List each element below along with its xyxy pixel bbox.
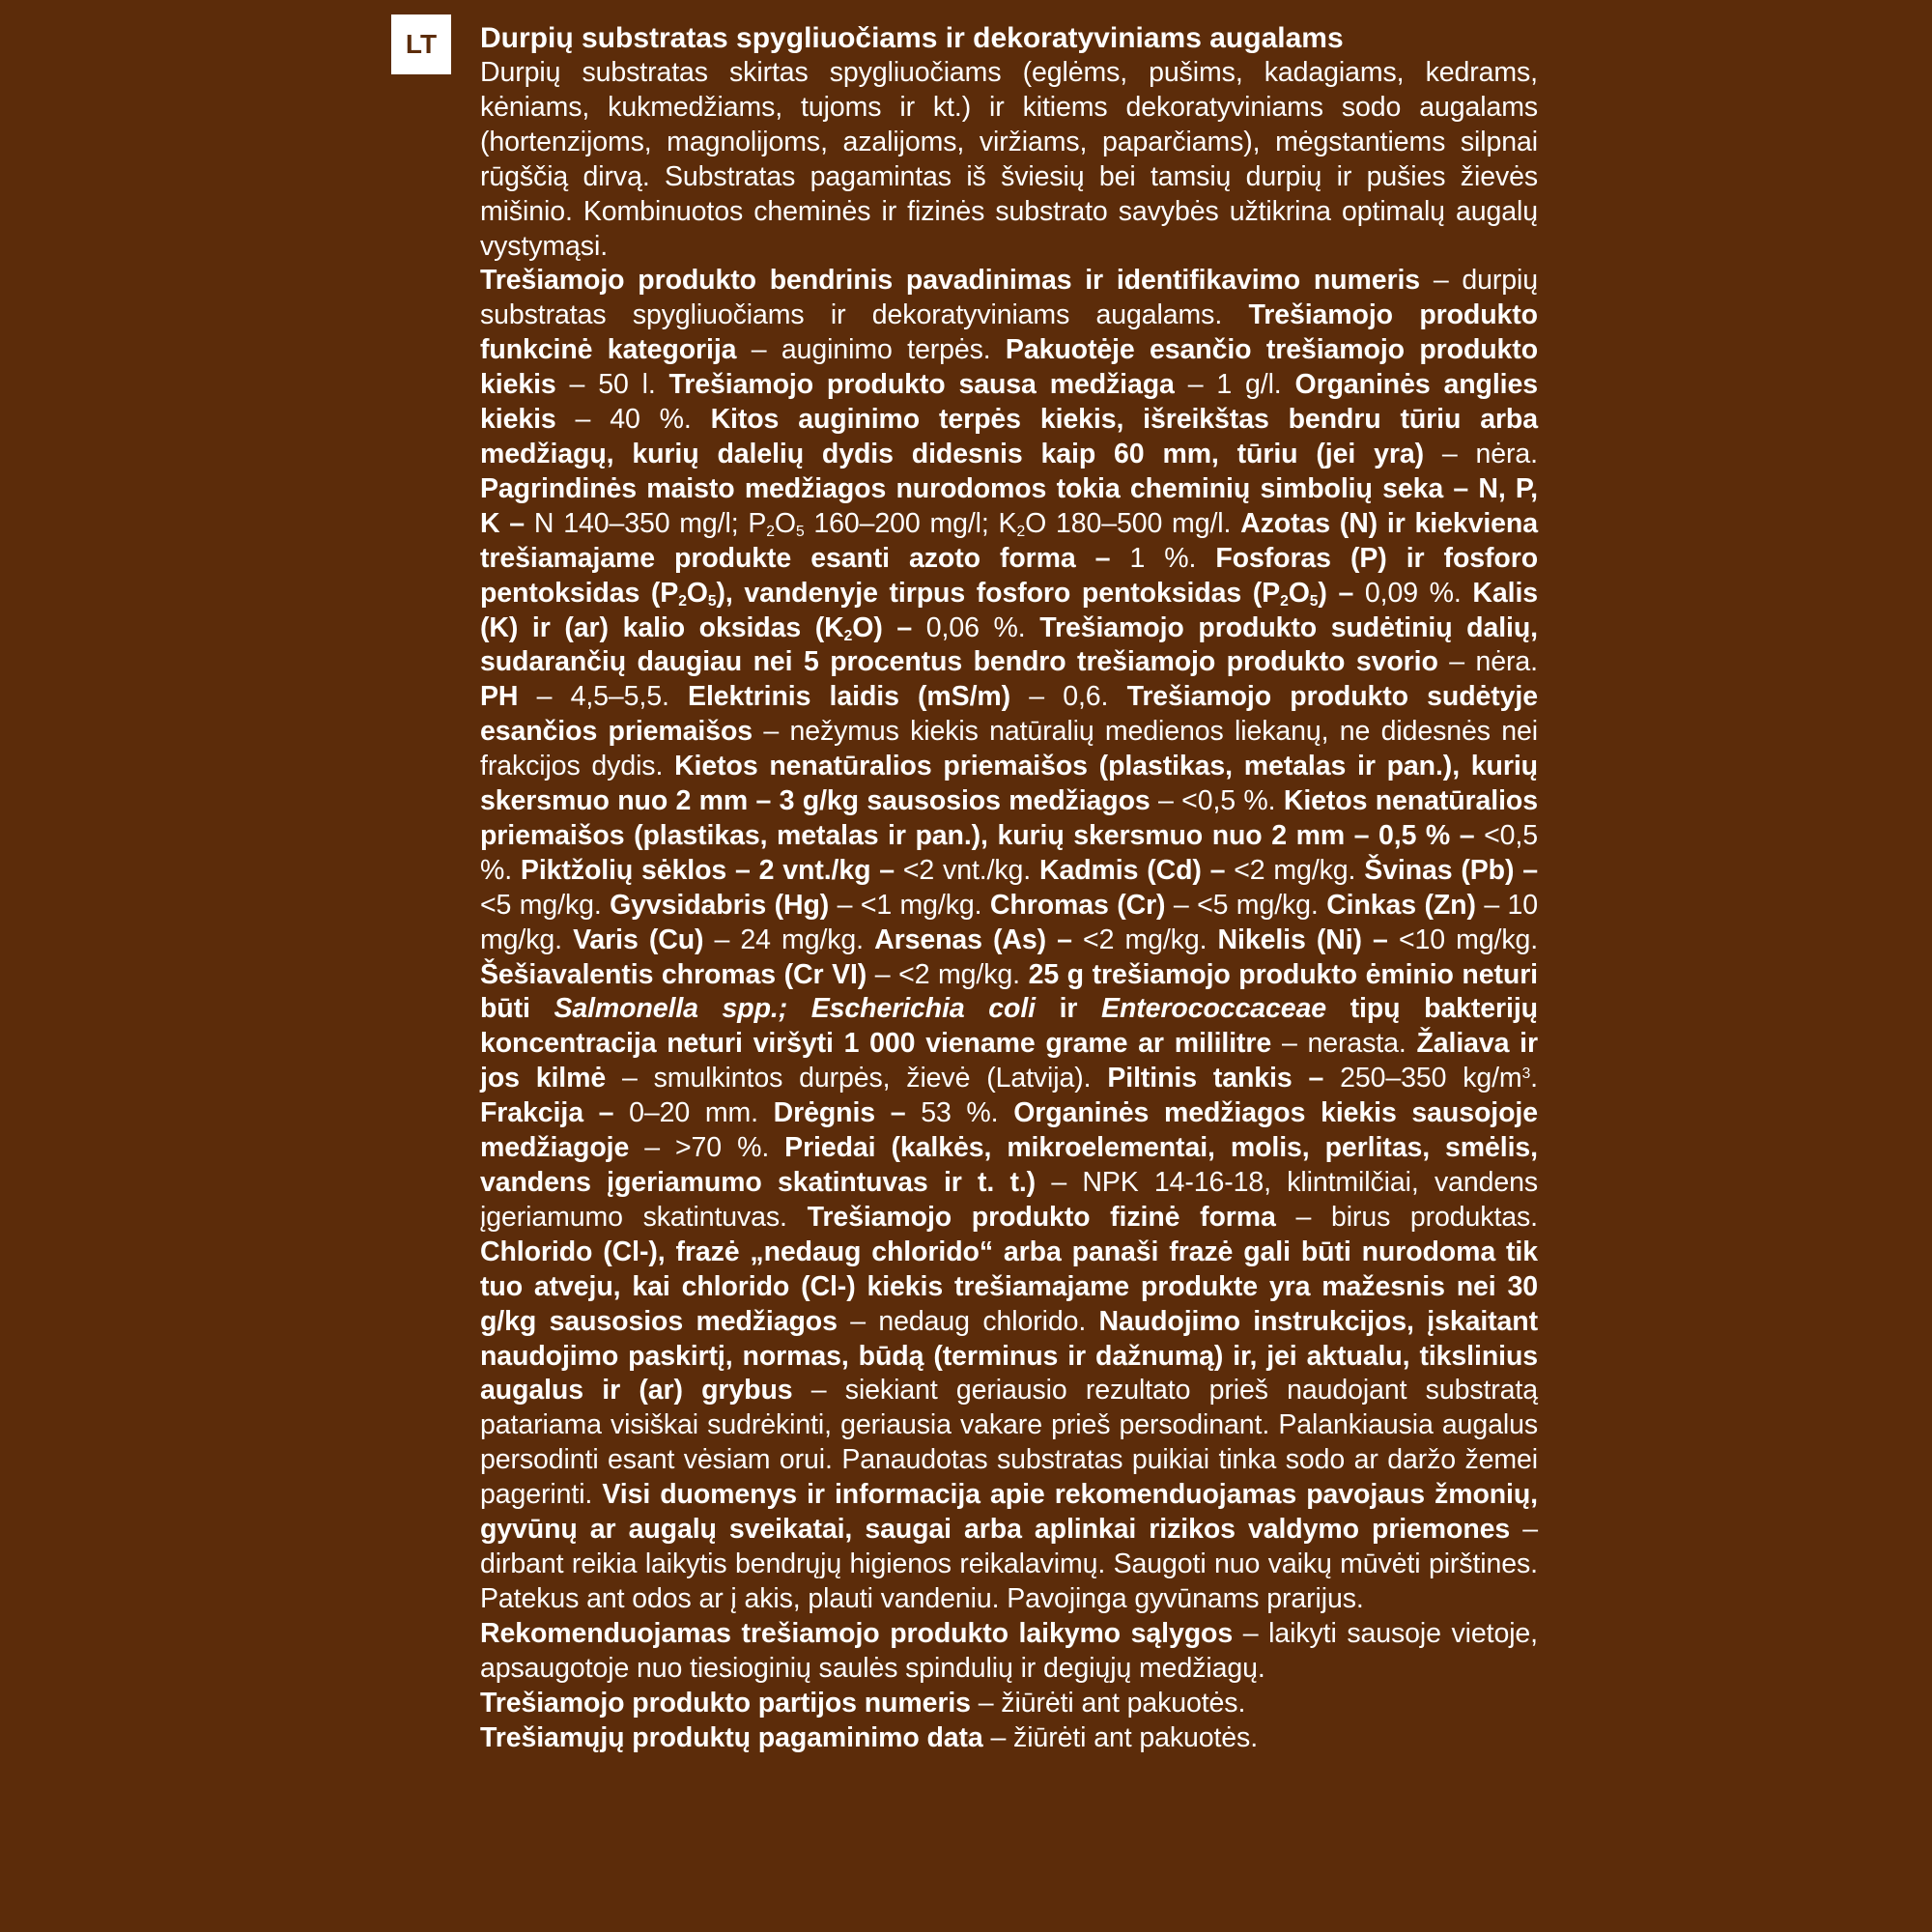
spec-label: Naudojimo instrukcijos, įskaitant naudojimo paskirtį, normas, būdą (terminus ir dažnumą) ir, jei aktualu, tikslinius augalus ir (ar) grybus [480,1305,1538,1406]
spec-value: – nėra. [1437,646,1538,678]
spec-label: Žaliava ir jos kilmė [480,1028,1538,1094]
batch-value: – žiūrėti ant pakuotės. [970,1687,1246,1719]
spec-value: 250–350 kg/m [1323,1063,1522,1094]
spec-label: Kietos nenatūralios priemaišos (plastikas, metalas ir pan.), kurių skersmuo nuo 2 mm – 0,5 % – [480,785,1538,851]
spec-value: – 50 l. [555,369,669,401]
spec-label: Nikelis (Ni) – [1217,923,1388,955]
spec-label-part: O [686,577,708,609]
spec-value: – 40 %. [555,404,711,436]
subscript: 5 [795,523,805,540]
storage-value: – laikyti sausoje vietoje, apsaugotoje nuo tiesioginių saulės spindulių ir degiųjų medžiagų. [480,1617,1538,1684]
specification-paragraph [480,264,1538,1616]
spec-value: – dirbant reikia laikytis bendrųjų higienos reikalavimų. Saugoti nuo vaikų mūvėti pirštines. Patekus ant odos ar į akis, plauti vandeniu. Pavojinga gyvūnams prarijus. [480,1514,1538,1614]
date-label: Trešiamųjų produktų pagaminimo data [480,1721,983,1753]
spec-label: Trešiamojo produkto funkcinė kategorija [480,299,1538,366]
spec-label: PH [480,681,519,713]
spec-label: Trešiamojo produkto sausa medžiaga [668,369,1175,401]
batch-label: Trešiamojo produkto partijos numeris [480,1687,971,1719]
spec-value: – <2 mg/kg. [867,958,1029,990]
spec-label: Chromas (Cr) [989,889,1166,921]
spec-value: 53 %. [905,1097,1014,1129]
subscript: 2 [1016,523,1026,540]
spec-label-part: 25 g trešiamojo produkto ėminio neturi būti [480,958,1538,1025]
spec-label: Trešiamojo produkto sudėtinių dalių, sudarančių daugiau nei 5 procentus bendro trešiamojo produkto svorio [480,611,1538,678]
spec-label: Švinas (Pb) – [1364,854,1538,886]
spec-label-part: O [1288,577,1310,609]
spec-label: Kitos auginimo terpės kiekis, išreikštas bendru tūriu arba medžiagų, kurių dalelių dydis didesnis kaip 60 mm, tūriu (jei yra) [480,404,1538,469]
spec-label-part: ), vandenyje tirpus fosforo pentoksidas (P [716,577,1281,609]
spec-value: – siekiant geriausio rezultato prieš naudojant substratą patariama visiškai sudrėkinti, geriausia vakare prieš persodinant. Palankiausia augalus persodinti esant vėsiam orui. Panaudotas substratas puikiai tinka sodo ar daržo žemei pagerinti. [480,1375,1538,1511]
spec-label: Priedai (kalkės, mikroelementai, molis, perlitas, smėlis, vandens įgeriamumo skatintuvas ir t. t.) [480,1132,1538,1198]
subscript: 5 [1309,592,1319,610]
date-value: – žiūrėti ant pakuotės. [982,1721,1259,1753]
spec-label: Piktžolių sėklos – 2 vnt./kg – [520,854,895,886]
subscript: 5 [707,592,717,610]
spec-value: – 24 mg/kg. [703,923,875,955]
spec-label: Kietos nenatūralios priemaišos (plastikas, metalas ir pan.), kurių skersmuo nuo 2 mm – 3 g/kg sausosios medžiagos [480,751,1538,817]
spec-label: Elektrinis laidis (mS/m) [688,681,1011,713]
date-paragraph [480,1721,1538,1756]
spec-value: – <0,5 %. [1150,785,1284,817]
subscript: 2 [843,627,853,644]
subscript: 2 [1280,592,1289,610]
spec-label: Organinės medžiagos kiekis sausojoje medžiagoje [480,1097,1538,1164]
language-badge: LT [391,14,451,74]
spec-label: Cinkas (Zn) [1326,889,1476,921]
spec-value: O 180–500 mg/l. [1025,507,1241,539]
spec-value: <5 mg/kg. [480,889,611,921]
spec-label-part: Fosforas (P) ir fosforo pentoksidas (P [480,542,1539,609]
spec-label-part: O) – [852,611,913,643]
spec-label: Trešiamojo produkto sudėtyje esančios priemaišos [480,681,1538,748]
spec-value: – auginimo terpės. [736,334,1006,366]
product-title: Durpių substratas spygliuočiams ir dekoratyviniams augalams [480,22,1344,54]
spec-value: – <1 mg/kg. [829,889,990,921]
spec-label: Gyvsidabris (Hg) [610,889,830,921]
spec-label: Visi duomenys ir informacija apie rekomenduojamas pavojaus žmonių, gyvūnų ar augalų sveikatai, saugai arba aplinkai rizikos valdymo priemones [480,1479,1539,1546]
batch-paragraph [480,1687,1538,1721]
spec-value: – <5 mg/kg. [1165,889,1327,921]
spec-label: Arsenas (As) – [874,923,1072,955]
spec-value: 0,06 %. [912,611,1040,643]
spec-value: – >70 %. [629,1132,785,1164]
species-name: Salmonella spp.; Escherichia coli [554,993,1036,1025]
subscript: 2 [766,523,775,540]
spec-value: – nėra. [1423,438,1538,469]
spec-value: – birus produktas. [1275,1201,1538,1233]
spec-value: <2 mg/kg. [1225,854,1365,886]
spec-label: Piltinis tankis – [1107,1063,1324,1094]
spec-value: 1 %. [1110,542,1216,574]
spec-label: Varis (Cu) [573,923,704,955]
spec-label: Drėgnis – [773,1097,906,1129]
spec-value: <10 mg/kg. [1387,923,1539,955]
spec-value: 0–20 mm. [613,1097,774,1129]
spec-label-part: ir [1035,993,1102,1025]
label-body [480,56,1538,1755]
spec-value: <0,5 %. [480,819,1538,886]
spec-label: Pagrindinės maisto medžiagos nurodomos tokia cheminių simbolių seka – N, P, K – [480,472,1538,539]
spec-label-part: ) – [1318,577,1354,609]
spec-value: – nedaug chlorido. [837,1305,1099,1337]
spec-value: N 140–350 mg/l; P [525,507,767,539]
spec-value: – NPK 14-16-18, klintmilčiai, vandens įgeriamumo skatintuvas. [480,1167,1538,1233]
spec-value: – smulkintos durpės, žievė (Latvija). [606,1063,1108,1094]
superscript: 3 [1521,1065,1531,1083]
spec-value: O [774,507,796,539]
spec-label: Chlorido (Cl-), frazė „nedaug chlorido“ arba panaši frazė gali būti nurodoma tik tuo atveju, kai chlorido (Cl-) kiekis trešiamajame produkte yra mažesnis nei 30 g/kg sausosios medžiagos [480,1236,1538,1337]
spec-value: – nerasta. [1271,1028,1417,1060]
spec-label-part: tipų bakterijų koncentracija neturi viršyti 1 000 viename grame ar mililitre [480,993,1538,1060]
spec-label: Šešiavalentis chromas (Cr VI) [480,958,867,990]
spec-value: . [1530,1063,1538,1094]
spec-value: – 1 g/l. [1174,369,1295,401]
spec-label: Trešiamojo produkto bendrinis pavadinimas ir identifikavimo numeris [480,265,1421,297]
spec-label: Frakcija – [480,1097,614,1129]
species-name: Enterococcaceae [1101,993,1327,1025]
spec-value: – durpių substratas spygliuočiams ir dekoratyviniams augalams. [480,265,1538,331]
storage-label: Rekomenduojamas trešiamojo produkto laikymo sąlygos [480,1617,1234,1649]
spec-value: – 0,6. [1010,681,1127,713]
spec-label: Azotas (N) ir kiekviena trešiamajame produkte esanti azoto forma – [480,507,1538,574]
storage-paragraph [480,1617,1538,1687]
spec-value: 160–200 mg/l; K [804,507,1017,539]
spec-value: <2 mg/kg. [1071,923,1218,955]
spec-value: – 10 mg/kg. [480,889,1539,955]
spec-label-part: Kalis (K) ir (ar) kalio oksidas (K [480,577,1539,643]
spec-label: Trešiamojo produkto fizinė forma [807,1201,1276,1233]
label-content [480,21,1538,1755]
intro-paragraph: Durpių substratas skirtas spygliuočiams (eglėms, pušims, kadagiams, kedrams, kėniams, kukmedžiams, tujoms ir kt.) ir kitiems dekoratyviniams sodo augalams (hortenzijoms, magnolijoms, azalijoms, viržiams, paparčiams), mėgstantiems silpnai rūgščią dirvą. Substratas pagamintas iš šviesių bei tamsių durpių ir pušies žievės mišinio. Kombinuotos cheminės ir fizinės substrato savybės užtikrina optimalų augalų vystymąsi. [480,57,1538,262]
spec-label: Kadmis (Cd) – [1039,854,1226,886]
spec-label: Organinės anglies kiekis [480,369,1538,436]
spec-value: – nežymus kiekis natūralių medienos liekanų, ne didesnės nei frakcijos dydis. [480,716,1538,782]
spec-value: <2 vnt./kg. [895,854,1039,886]
spec-label: Pakuotėje esančio trešiamojo produkto kiekis [480,334,1539,401]
spec-value: – 4,5–5,5. [518,681,689,713]
spec-value: 0,09 %. [1353,577,1473,609]
subscript: 2 [678,592,687,610]
